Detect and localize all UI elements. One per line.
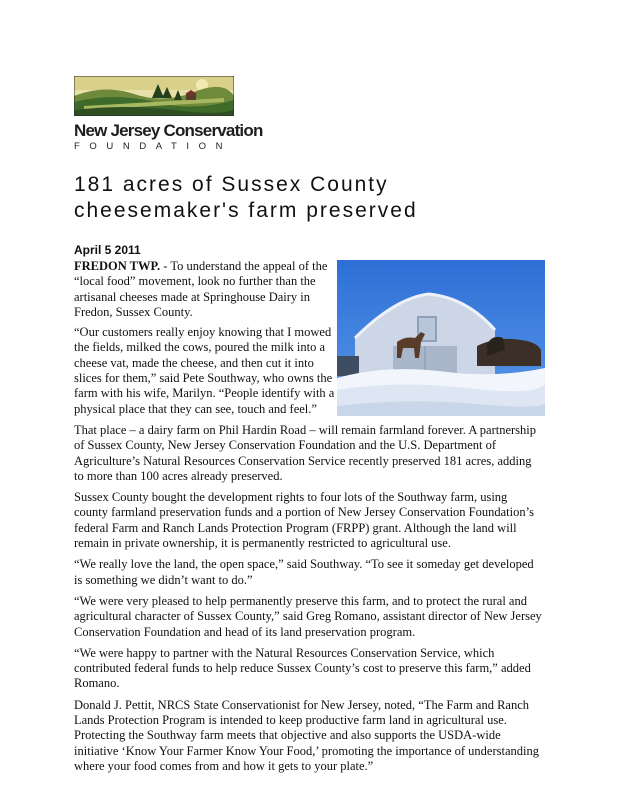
article-paragraph: “We were very pleased to help permanently preserve this farm, and to protect the rural and agricultural character of Sussex County,” said Greg Romano, assistant director of New Jersey Conservation Foundation and head of its land preservation program. xyxy=(74,593,542,639)
article-body xyxy=(74,259,544,780)
logo-subtitle: FOUNDATION xyxy=(74,141,233,152)
article-paragraph: “We really love the land, the open space,” said Southway. “To see it someday get developed is something we didn’t want to do.” xyxy=(74,557,534,587)
logo-name: New Jersey Conservation xyxy=(74,121,263,140)
organization-logo xyxy=(74,76,263,152)
article-paragraph: That place – a dairy farm on Phil Hardin Road – will remain farmland forever. A partnership of Sussex County, New Jersey Conservation Foundation and the U.S. Department of Agriculture’s Natural Resources Conservation Service recently preserved 181 acres, adding to more than 100 acres already preserved. xyxy=(74,422,537,483)
article-paragraph: Donald J. Pettit, NRCS State Conservationist for New Jersey, noted, “The Farm and Ranch Lands Protection Program is intended to keep productive farm land in agricultural use. Protecting the Southway farm meets that objective and also supports the USDA-wide initiative ‘Know Your Farmer Know Your Food,’ promoting the importance of understanding where your food comes from and how it gets to your plate.” xyxy=(74,697,539,773)
article-paragraph xyxy=(74,259,336,320)
publication-date: April 5 2011 xyxy=(74,243,141,257)
article-paragraph: Sussex County bought the development rights to four lots of the Southway farm, using county farmland preservation funds and a portion of New Jersey Conservation Foundation’s federal Farm and Ranch Lands Protection Program (FRPP) grant. Although the land will remain in private ownership, it is permanently restricted to agricultural use. xyxy=(74,490,534,551)
article-paragraph: “Our customers really enjoy knowing that I mowed the fields, milked the cows, poured the milk into a cheese vat, made the cheese, and then cut it into slices for them,” said Pete Southway, who owns the farm with his wife, Marilyn. “People identify with a physical place that they can see, touch and feel.” xyxy=(74,325,335,416)
page-title: 181 acres of Sussex County cheesemaker's farm preserved xyxy=(74,173,418,222)
paragraph-text: - To understand the appeal of the “local food” movement, look no further than the artisanal cheeses made at Springhouse Dairy in Fredon, Sussex County. xyxy=(74,259,328,319)
article-paragraph: “We were happy to partner with the Natural Resources Conservation Service, which contributed federal funds to help reduce Sussex County’s cost to preserve this farm,” added Romano. xyxy=(74,645,531,691)
dateline-location: FREDON TWP. xyxy=(74,259,161,273)
landscape-logo-icon xyxy=(74,76,234,116)
